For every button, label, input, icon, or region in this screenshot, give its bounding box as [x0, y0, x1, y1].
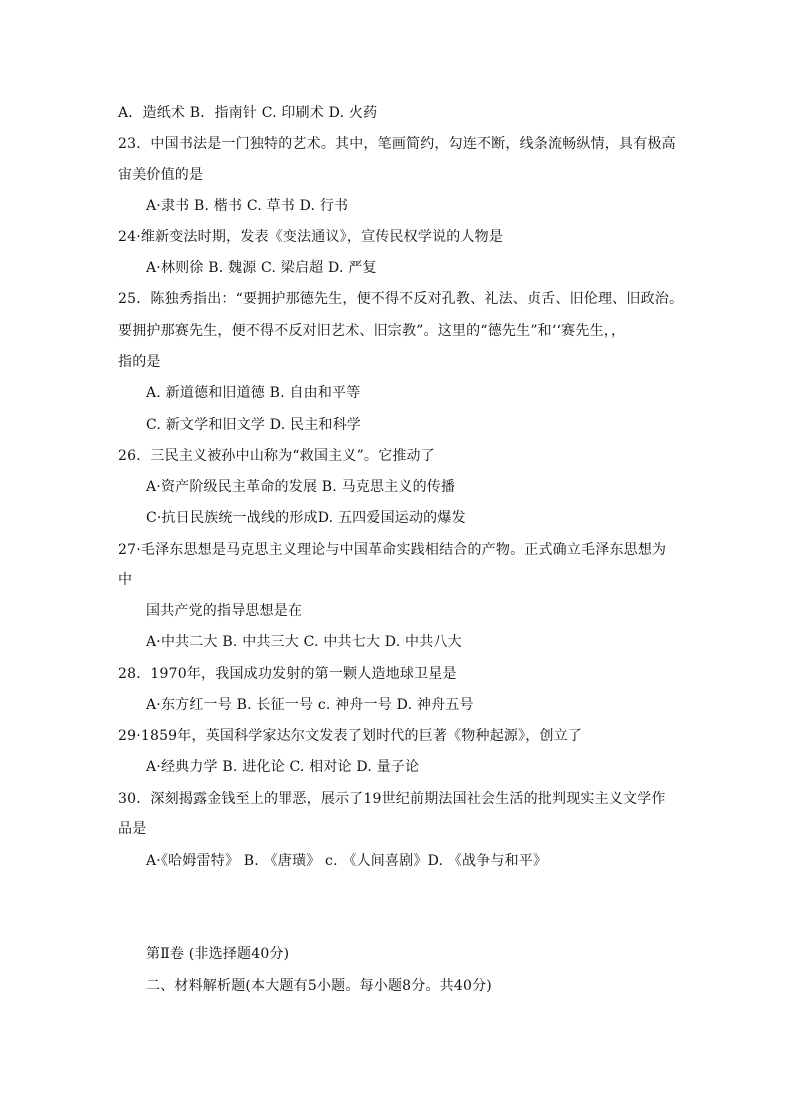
q25-options-ab: A. 新道德和旧道德 B. 自由和平等 [146, 385, 361, 401]
q30-options: A·《哈姆雷特》 B. 《唐璜》 c. 《人间喜剧》D. 《战争与和平》 [146, 853, 548, 869]
section-2-title: 第Ⅱ卷 (非选择题40分) [146, 946, 290, 962]
section-2-heading: 二、材料解析题(本大题有5小题。每小题8分。共40分) [146, 978, 492, 994]
q25-stem-line-2: 要拥护那赛先生，便不得不反对旧艺术、旧宗教”。这里的“德先生”和‘‘赛先生，， [118, 323, 626, 339]
q26-options-ab: A·资产阶级民主革命的发展 B. 马克思主义的传播 [146, 479, 456, 495]
q27-stem-line-2: 中 [118, 572, 133, 588]
q27-options: A·中共二大 B. 中共三大 C. 中共七大 D. 中共八大 [146, 634, 462, 650]
q24-stem: 24·维新变法时期，发表《变法通议》，宣传民权学说的人物是 [118, 229, 504, 245]
q30-stem-line-2: 品是 [118, 821, 147, 837]
q23-stem-line-2: 宙美价值的是 [118, 167, 204, 183]
q25-stem-line-3: 指的是 [118, 354, 161, 370]
q25-stem-line-1: 25．陈独秀指出：“要拥护那德先生，便不得不反对孔教、礼法、贞舌、旧伦理、旧政治。 [118, 291, 684, 307]
q28-options: A·东方红一号 B. 长征一号 c. 神舟一号 D. 神舟五号 [146, 697, 474, 713]
q23-stem-line-1: 23．中国书法是一门独特的艺术。其中，笔画简约，勾连不断，线条流畅纵情，具有极高 [118, 136, 676, 152]
q26-stem: 26．三民主义被孙中山称为“救国主义”。它推动了 [118, 448, 435, 464]
q29-stem: 29·1859年，英国科学家达尔文发表了划时代的巨著《物种起源》，创立了 [118, 728, 583, 744]
q24-options: A·林则徐 B. 魏源 C. 梁启超 D. 严复 [146, 260, 377, 276]
q27-stem-line-1: 27·毛泽东思想是马克思主义理论与中国革命实践相结合的产物。正式确立毛泽东思想为 [118, 542, 667, 558]
q23-options: A·隶书 B. 楷书 C. 草书 D. 行书 [146, 198, 349, 214]
q30-stem-line-1: 30．深刻揭露金钱至上的罪恶，展示了19世纪前期法国社会生活的批判现实主义文学作 [118, 791, 666, 807]
q28-stem: 28．1970年，我国成功发射的第一颗人造地球卫星是 [118, 666, 457, 682]
q22-options: A．造纸术 B．指南针 C. 印刷术 D. 火药 [118, 105, 378, 121]
q27-stem-line-3: 国共产党的指导思想是在 [146, 603, 303, 619]
q29-options: A·经典力学 B. 进化论 C. 相对论 D. 量子论 [146, 759, 420, 775]
q26-options-cd: C·抗日民族统一战线的形成D. 五四爱国运动的爆发 [146, 510, 466, 526]
q25-options-cd: C. 新文学和旧文学 D. 民主和科学 [146, 417, 361, 433]
